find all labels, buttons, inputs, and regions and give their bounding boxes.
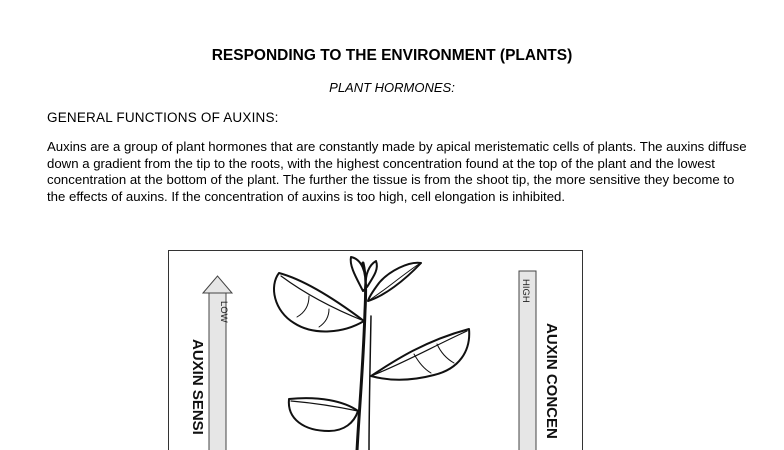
right-side-label: AUXIN CONCEN <box>543 323 560 439</box>
plant-drawing <box>274 257 469 450</box>
section-heading: GENERAL FUNCTIONS OF AUXINS: <box>47 110 279 125</box>
left-gradient-arrow <box>203 276 232 450</box>
document-title: RESPONDING TO THE ENVIRONMENT (PLANTS) <box>211 47 573 64</box>
left-side-label: AUXIN SENSI <box>189 339 206 435</box>
plant-diagram <box>169 251 583 450</box>
body-paragraph: Auxins are a group of plant hormones that are constantly made by apical meristematic cells of plants. The auxins diffuse down a gradient from the tip to the roots, with the highest concentration found at the top of the plant and the lowest concentration at the bottom of the plant. The further the tissue is from the shoot tip, the more sensitive they become to the effects of auxins. If the concentration of auxins is too high, cell elongation is inhibited. <box>47 139 747 204</box>
plant-auxin-figure <box>168 250 583 450</box>
document-subtitle: PLANT HORMONES: <box>329 80 455 95</box>
left-arrow-label: LOW <box>218 301 229 323</box>
right-arrow-label: HIGH <box>520 279 531 303</box>
right-gradient-arrow <box>519 271 536 450</box>
